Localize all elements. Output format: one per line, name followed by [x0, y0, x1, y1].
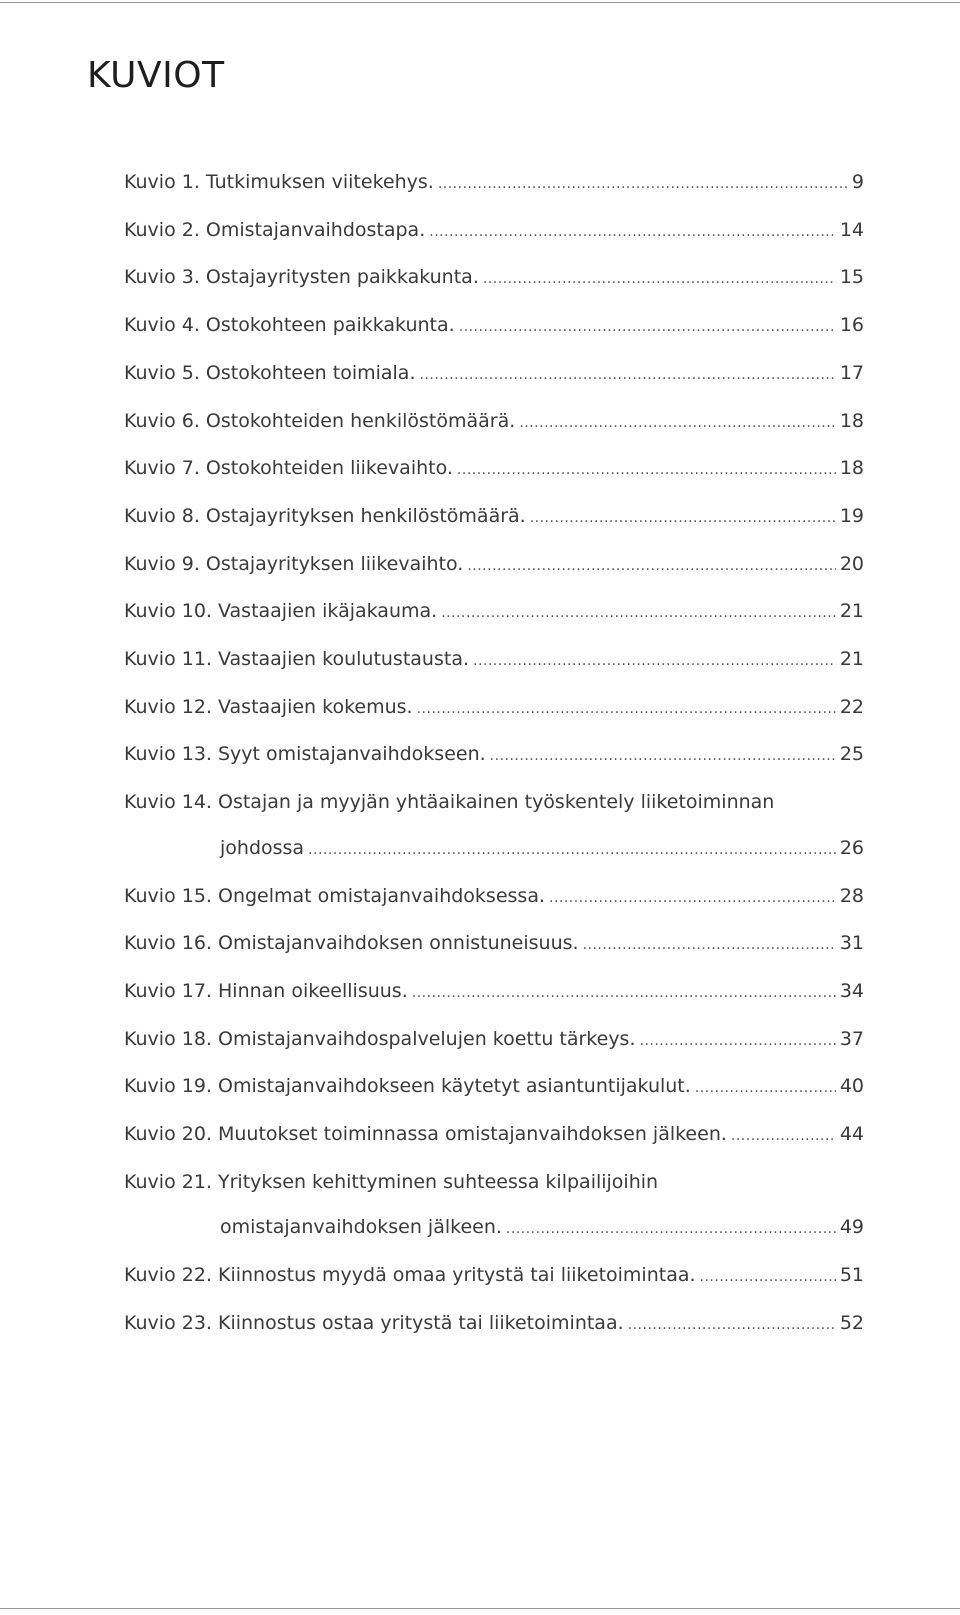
figure-entry-line: [124, 542, 864, 590]
figure-list-item[interactable]: [124, 542, 864, 590]
figure-list-item[interactable]: [124, 874, 864, 922]
figure-label: Kuvio 3. Ostajayritysten paikkakunta.: [124, 266, 479, 289]
figure-entry-continuation-line: [124, 826, 864, 874]
figure-list-item[interactable]: [124, 1112, 864, 1160]
figure-entry-line: [124, 1301, 864, 1349]
figure-label: Kuvio 12. Vastaajien kokemus.: [124, 695, 413, 718]
page-number: 9: [851, 171, 864, 193]
figure-entry-line: [124, 921, 864, 969]
page-number: 17: [839, 361, 864, 384]
figure-list-item[interactable]: [124, 780, 864, 873]
dot-leader: [417, 687, 836, 733]
figure-list-item[interactable]: [124, 589, 864, 637]
figure-list-item[interactable]: [124, 255, 864, 303]
figure-label: Kuvio 17. Hinnan oikeellisuus.: [124, 979, 408, 1002]
figure-entry-line: [124, 637, 864, 685]
figure-label: Kuvio 21. Yrityksen kehittyminen suhteessa kilpailijoihin: [124, 1170, 659, 1193]
figure-list-item[interactable]: [124, 1301, 864, 1349]
figure-entry-line: [124, 303, 864, 351]
dot-leader: [308, 828, 836, 874]
figure-label: Kuvio 7. Ostokohteiden liikevaihto.: [124, 457, 453, 480]
figure-entry-first-line: [124, 780, 864, 826]
figure-list-item[interactable]: [124, 685, 864, 733]
dot-leader: [549, 876, 836, 922]
page-number: 16: [839, 314, 864, 337]
page-number: 19: [839, 504, 864, 527]
dot-leader: [441, 591, 836, 637]
figure-list-item[interactable]: [124, 1253, 864, 1301]
dot-leader: [467, 544, 835, 590]
dot-leader: [438, 162, 848, 208]
figure-label-continuation: omistajanvaihdoksen jälkeen.: [220, 1216, 502, 1239]
figure-entry-line: [124, 685, 864, 733]
dot-leader: [490, 734, 836, 780]
figure-label: Kuvio 22. Kiinnostus myydä omaa yritystä tai liiketoimintaa.: [124, 1264, 696, 1287]
dot-leader: [628, 1303, 836, 1349]
figure-label: Kuvio 23. Kiinnostus ostaa yritystä tai liiketoimintaa.: [124, 1311, 624, 1334]
page-number: 44: [839, 1123, 864, 1146]
figure-list: [124, 160, 864, 1349]
page-number: 20: [839, 552, 864, 575]
figure-list-item[interactable]: [124, 399, 864, 447]
figure-entry-line: [124, 1112, 864, 1160]
page-number: 49: [839, 1216, 864, 1239]
figure-label: Kuvio 20. Muutokset toiminnassa omistajanvaihdoksen jälkeen.: [124, 1123, 727, 1146]
figure-label: Kuvio 13. Syyt omistajanvaihdokseen.: [124, 743, 486, 766]
figure-label: Kuvio 5. Ostokohteen toimiala.: [124, 361, 416, 384]
figure-list-item[interactable]: [124, 1160, 864, 1253]
dot-leader: [473, 639, 836, 685]
figure-entry-line: [124, 160, 864, 208]
figure-label-continuation: johdossa: [220, 836, 305, 859]
figure-entry-line: [124, 969, 864, 1017]
page-number: 40: [839, 1075, 864, 1098]
figure-list-item[interactable]: [124, 637, 864, 685]
figure-list-item[interactable]: [124, 732, 864, 780]
figure-label: Kuvio 18. Omistajanvaihdospalvelujen koettu tärkeys.: [124, 1027, 636, 1050]
dot-leader: [583, 923, 836, 969]
figure-entry-line: [124, 589, 864, 637]
figure-entry-line: [124, 494, 864, 542]
page-number: 18: [839, 409, 864, 432]
figure-entry-line: [124, 732, 864, 780]
figure-list-item[interactable]: [124, 446, 864, 494]
dot-leader: [530, 496, 836, 542]
dot-leader: [459, 305, 836, 351]
dot-leader: [640, 1019, 836, 1065]
page-number: 37: [839, 1027, 864, 1050]
figure-entry-line: [124, 1017, 864, 1065]
page-title: KUVIOT: [87, 55, 225, 96]
figure-entry-first-line: [124, 1160, 864, 1206]
figure-label: Kuvio 1. Tutkimuksen viitekehys.: [124, 171, 434, 193]
dot-leader: [700, 1255, 836, 1301]
figure-entry-line: [124, 399, 864, 447]
page-number: 26: [839, 836, 864, 859]
page-number: 15: [839, 266, 864, 289]
figure-label: Kuvio 10. Vastaajien ikäjakauma.: [124, 600, 438, 623]
figure-entry-line: [124, 208, 864, 256]
figure-list-item[interactable]: [124, 494, 864, 542]
figure-entry-line: [124, 446, 864, 494]
page-number: 18: [839, 457, 864, 480]
figure-label: Kuvio 15. Ongelmat omistajanvaihdoksessa.: [124, 884, 545, 907]
top-border-rule: [0, 2, 960, 3]
dot-leader: [731, 1114, 836, 1160]
figure-list-item[interactable]: [124, 303, 864, 351]
figure-label: Kuvio 6. Ostokohteiden henkilöstömäärä.: [124, 409, 516, 432]
dot-leader: [483, 257, 836, 303]
page-number: 22: [839, 695, 864, 718]
figure-label: Kuvio 14. Ostajan ja myyjän yhtäaikainen työskentely liiketoiminnan: [124, 791, 775, 814]
figure-entry-line: [124, 351, 864, 399]
page-number: 34: [839, 979, 864, 1002]
page-number: 28: [839, 884, 864, 907]
dot-leader: [457, 448, 836, 494]
figure-entry-line: [124, 1253, 864, 1301]
figure-label: Kuvio 9. Ostajayrityksen liikevaihto.: [124, 552, 464, 575]
figure-label: Kuvio 4. Ostokohteen paikkakunta.: [124, 314, 455, 337]
figure-list-item[interactable]: [124, 969, 864, 1017]
page-number: 25: [839, 743, 864, 766]
page-number: 31: [839, 932, 864, 955]
figure-list-item[interactable]: [124, 160, 864, 208]
figure-entry-line: [124, 255, 864, 303]
figure-entry-line: [124, 1064, 864, 1112]
figure-entry-continuation-line: [124, 1205, 864, 1253]
figure-list-item[interactable]: [124, 208, 864, 256]
figure-list-item[interactable]: [124, 1064, 864, 1112]
figure-label: Kuvio 2. Omistajanvaihdostapa.: [124, 218, 426, 241]
dot-leader: [695, 1066, 836, 1112]
dot-leader: [429, 210, 836, 256]
dot-leader: [506, 1207, 836, 1253]
page-number: 21: [839, 600, 864, 623]
page-number: 52: [839, 1311, 864, 1334]
page-number: 14: [839, 218, 864, 241]
figure-list-item[interactable]: [124, 1017, 864, 1065]
figure-label: Kuvio 8. Ostajayrityksen henkilöstömäärä.: [124, 504, 526, 527]
dot-leader: [412, 971, 836, 1017]
bottom-border-rule: [0, 1608, 960, 1609]
dot-leader: [519, 401, 836, 447]
figure-list-item[interactable]: [124, 921, 864, 969]
figure-list-item[interactable]: [124, 351, 864, 399]
page-number: 21: [839, 648, 864, 671]
figure-label: Kuvio 16. Omistajanvaihdoksen onnistuneisuus.: [124, 932, 579, 955]
figure-entry-line: [124, 874, 864, 922]
dot-leader: [420, 353, 836, 399]
figure-label: Kuvio 11. Vastaajien koulutustausta.: [124, 648, 469, 671]
figure-label: Kuvio 19. Omistajanvaihdokseen käytetyt asiantuntijakulut.: [124, 1075, 691, 1098]
page-number: 51: [839, 1264, 864, 1287]
